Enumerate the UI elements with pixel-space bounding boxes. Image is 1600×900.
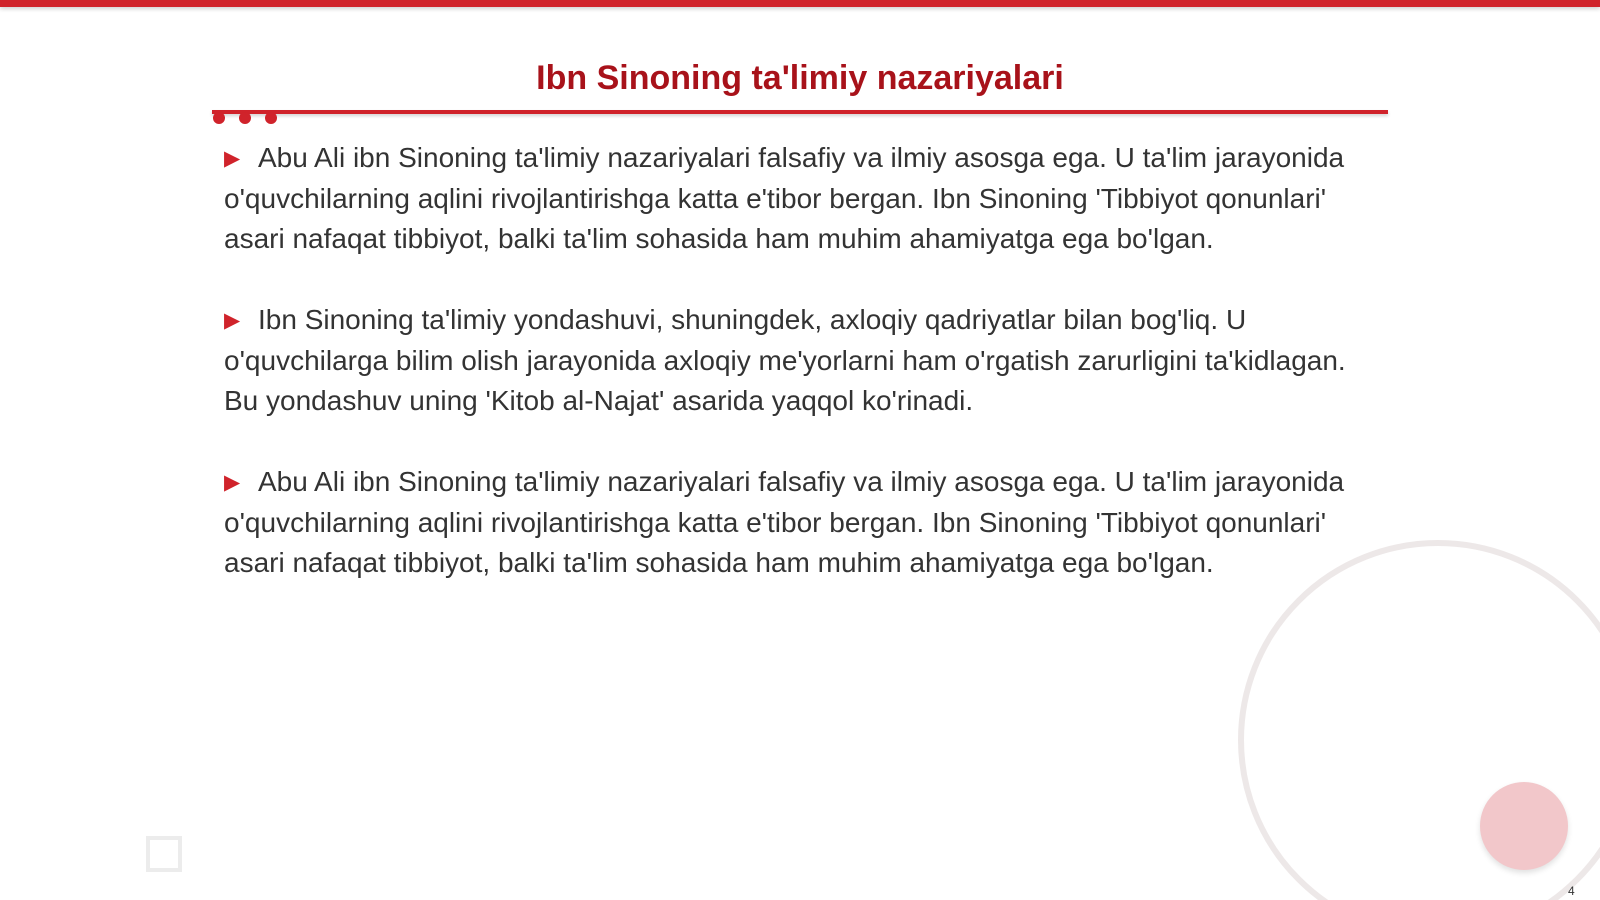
decor-dot-1 [213,112,225,124]
bullet-paragraph-2 [224,300,1354,421]
page-number: 4 [1568,884,1575,898]
triangle-bullet-icon: ▶ [224,471,241,494]
decor-pink-circle [1480,782,1568,870]
triangle-bullet-icon: ▶ [224,309,241,332]
triangle-bullet-icon: ▶ [224,147,241,170]
slide-title: Ibn Sinoning ta'limiy nazariyalari [536,59,1064,97]
decor-square-outline [146,836,182,872]
top-accent-bar [0,0,1600,7]
paragraph-text: Abu Ali ibn Sinoning ta'limiy nazariyalari falsafiy va ilmiy asosga ega. U ta'lim jarayonida o'quvchilarning aqlini rivojlantirishga katta e'tibor bergan. Ibn Sinoning 'Tibbiyot qonunlari' asari nafaqat tibbiyot, balki ta'lim sohasida ham muhim ahamiyatga ega bo'lgan. [224,466,1345,578]
slide-body [224,138,1354,624]
decor-dot-3 [265,112,277,124]
decor-dot-2 [239,112,251,124]
title-underline [212,110,1388,114]
bullet-paragraph-3 [224,462,1354,583]
paragraph-text: Ibn Sinoning ta'limiy yondashuvi, shuningdek, axloqiy qadriyatlar bilan bog'liq. U o'quvchilarga bilim olish jarayonida axloqiy me'yorlarni ham o'rgatish zarurligini ta'kidlagan. Bu yondashuv uning 'Kitob al-Najat' asarida yaqqol ko'rinadi. [224,304,1346,416]
paragraph-text: Abu Ali ibn Sinoning ta'limiy nazariyalari falsafiy va ilmiy asosga ega. U ta'lim jarayonida o'quvchilarning aqlini rivojlantirishga katta e'tibor bergan. Ibn Sinoning 'Tibbiyot qonunlari' asari nafaqat tibbiyot, balki ta'lim sohasida ham muhim ahamiyatga ega bo'lgan. [224,142,1345,254]
bullet-paragraph-1 [224,138,1354,259]
